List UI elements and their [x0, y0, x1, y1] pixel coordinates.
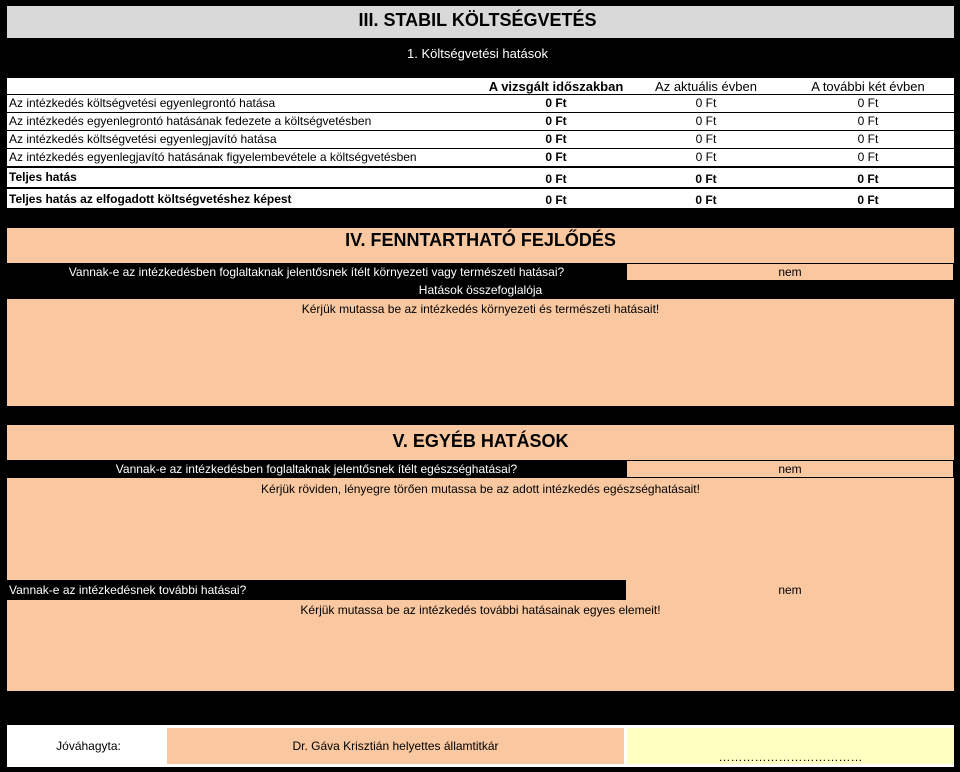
table-cell: 0 Ft: [857, 193, 879, 207]
table-row-label: Az intézkedés egyenlegjavító hatásának figyelembevétele a költségvetésben: [9, 150, 417, 164]
table-row-label: Az intézkedés költségvetési egyenlegjavító hatása: [9, 132, 277, 146]
health-impact-question: Vannak-e az intézkedésben foglaltaknak jelentősnek ítélt egészséghatásai?: [7, 460, 626, 478]
table-cell: 0 Ft: [857, 96, 879, 110]
table-cell: 0 Ft: [695, 114, 717, 128]
table-cell: 0 Ft: [545, 96, 567, 110]
table-cell: 0 Ft: [857, 132, 879, 146]
other-impact-textarea[interactable]: [7, 620, 954, 691]
table-cell: 0 Ft: [695, 132, 717, 146]
section3-title: III. STABIL KÖLTSÉGVETÉS: [358, 10, 597, 30]
environmental-impact-answer[interactable]: nem: [626, 263, 954, 281]
health-impact-instruction: Kérjük röviden, lényegre törően mutassa be az adott intézkedés egészséghatásait!: [261, 482, 700, 496]
section3-subtitle: 1. Költségvetési hatások: [407, 46, 548, 61]
table-divider: [7, 166, 954, 168]
signature-line: ………………………………: [718, 750, 863, 764]
table-row-label: Az intézkedés egyenlegrontó hatásának fedezete a költségvetésben: [9, 114, 372, 128]
health-impact-textarea[interactable]: [7, 500, 954, 578]
table-cell: 0 Ft: [857, 172, 879, 186]
section4-question: Vannak-e az intézkedésben foglaltaknak jelentősnek ítélt környezeti vagy természeti hatásai?: [7, 263, 626, 281]
section4-title: IV. FENNTARTHATÓ FEJLŐDÉS: [345, 230, 616, 250]
table-divider: [7, 187, 954, 189]
health-impact-answer[interactable]: nem: [626, 460, 954, 478]
table-row-label: Teljes hatás az elfogadott költségvetéshez képest: [9, 192, 292, 206]
table-cell: 0 Ft: [695, 96, 717, 110]
impact-summary-label: Hatások összefoglalója: [7, 281, 954, 299]
approver-name: Dr. Gáva Krisztián helyettes államtitkár: [167, 728, 624, 764]
table-cell: 0 Ft: [695, 172, 717, 186]
environmental-impact-textarea[interactable]: [7, 320, 954, 406]
column-header-next-two-years: A további két évben: [811, 79, 925, 94]
other-impact-question: Vannak-e az intézkedésnek további hatásai?: [7, 580, 626, 600]
other-impact-instruction: Kérjük mutassa be az intézkedés további hatásainak egyes elemeit!: [300, 603, 661, 617]
table-cell: 0 Ft: [545, 132, 567, 146]
table-cell: 0 Ft: [545, 150, 567, 164]
table-row-label: Teljes hatás: [9, 170, 77, 184]
table-cell: 0 Ft: [545, 114, 567, 128]
table-cell: 0 Ft: [695, 150, 717, 164]
table-cell: 0 Ft: [545, 172, 567, 186]
column-header-period: A vizsgált időszakban: [488, 79, 624, 94]
other-impact-answer[interactable]: nem: [778, 583, 802, 597]
table-row-label: Az intézkedés költségvetési egyenlegrontó hatása: [9, 96, 276, 110]
approved-label: Jóváhagyta:: [10, 728, 167, 764]
table-cell: 0 Ft: [545, 193, 567, 207]
column-header-current-year: Az aktuális évben: [655, 79, 757, 94]
table-cell: 0 Ft: [857, 114, 879, 128]
table-cell: 0 Ft: [695, 193, 717, 207]
section5-title: V. EGYÉB HATÁSOK: [392, 431, 569, 451]
environmental-impact-instruction: Kérjük mutassa be az intézkedés környezeti és természeti hatásait!: [301, 302, 660, 316]
table-cell: 0 Ft: [857, 150, 879, 164]
